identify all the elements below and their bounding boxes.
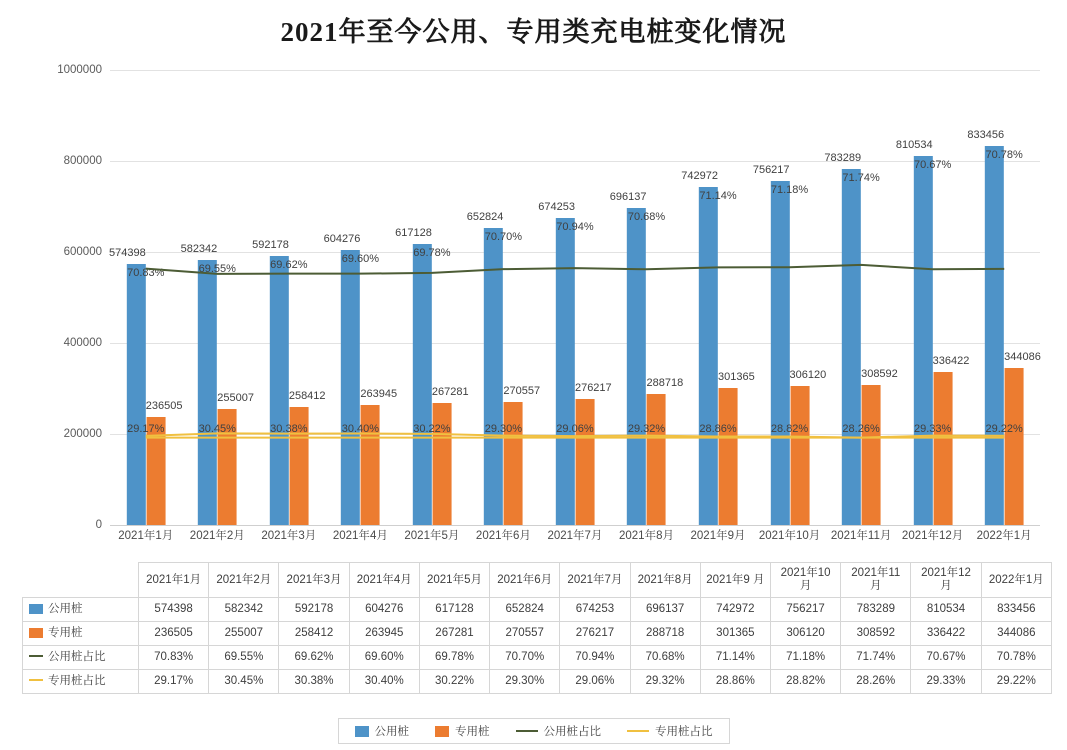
bar-value-label-public: 652824 xyxy=(466,210,504,223)
table-cell: 28.82% xyxy=(770,670,840,694)
series-swatch-icon xyxy=(29,655,43,657)
x-axis-tick-label: 2021年8月 xyxy=(618,530,674,542)
bar-value-label-public: 696137 xyxy=(609,191,647,204)
table-cell: 70.94% xyxy=(560,646,630,670)
x-axis-tick-label: 2021年1月 xyxy=(118,530,174,542)
series-swatch-icon xyxy=(29,628,43,638)
legend-line-icon xyxy=(516,730,538,732)
table-column-header: 2021年9 月 xyxy=(700,563,770,598)
table-cell: 810534 xyxy=(911,598,981,622)
bar-value-label-public: 674253 xyxy=(538,201,575,214)
table-cell: 308592 xyxy=(841,622,911,646)
table-cell: 696137 xyxy=(630,598,700,622)
table-column-header: 2021年1月 xyxy=(139,563,209,598)
legend-item[interactable] xyxy=(355,723,410,739)
table-cell: 69.60% xyxy=(349,646,419,670)
x-axis-tick-label: 2021年10月 xyxy=(758,530,821,542)
line-value-label-public-pct: 70.83% xyxy=(127,266,165,279)
plot-area xyxy=(57,64,1041,531)
line-value-label-public-pct: 70.94% xyxy=(556,221,594,234)
table-cell: 336422 xyxy=(911,622,981,646)
table-cell: 783289 xyxy=(841,598,911,622)
x-axis-tick-label: 2021年12月 xyxy=(901,530,964,542)
bar-value-label-private: 255007 xyxy=(217,391,255,404)
line-value-label-public-pct: 70.70% xyxy=(484,230,523,243)
line-value-label-private-pct: 29.30% xyxy=(484,422,523,435)
series-swatch-icon xyxy=(29,604,43,614)
table-row-header xyxy=(23,622,139,646)
table-column-header: 2021年5月 xyxy=(419,563,489,598)
table-cell: 255007 xyxy=(209,622,279,646)
table-body xyxy=(23,598,1052,694)
table-cell: 652824 xyxy=(490,598,560,622)
table-column-header: 2021年4月 xyxy=(349,563,419,598)
table-column-header: 2021年10 月 xyxy=(770,563,840,598)
table-corner-cell xyxy=(23,563,139,598)
bar-value-label-private: 344086 xyxy=(1004,351,1041,364)
table-cell: 69.62% xyxy=(279,646,349,670)
series-swatch-icon xyxy=(29,679,43,681)
legend-item[interactable] xyxy=(435,723,490,739)
legend-item[interactable] xyxy=(627,723,713,739)
table-row xyxy=(23,646,1052,670)
legend-label: 专用桩 xyxy=(455,726,490,738)
series-name: 公用桩 xyxy=(48,603,83,616)
line-value-label-private-pct: 29.17% xyxy=(127,422,165,435)
table-cell: 29.32% xyxy=(630,670,700,694)
x-axis-tick-label: 2021年5月 xyxy=(404,530,460,542)
line-value-label-public-pct: 71.18% xyxy=(770,183,809,196)
table-cell: 30.40% xyxy=(349,670,419,694)
x-axis-tick-label: 2021年2月 xyxy=(189,530,245,542)
table-cell: 30.38% xyxy=(279,670,349,694)
y-axis-tick-label: 600000 xyxy=(63,246,102,258)
bar-value-label-private: 301365 xyxy=(718,370,755,383)
table-cell: 28.86% xyxy=(700,670,770,694)
table-cell: 263945 xyxy=(349,622,419,646)
bar-value-label-private: 267281 xyxy=(431,386,469,399)
line-value-label-private-pct: 30.22% xyxy=(413,422,451,435)
legend-item[interactable] xyxy=(516,723,602,739)
bar-value-label-public: 742972 xyxy=(681,169,719,182)
legend-box xyxy=(338,718,730,744)
table-cell: 69.55% xyxy=(209,646,279,670)
bar-value-label-private: 306120 xyxy=(789,368,827,381)
table-column-header: 2022年1月 xyxy=(981,563,1051,598)
line-value-label-private-pct: 29.32% xyxy=(627,422,666,435)
legend-line-icon xyxy=(627,730,649,732)
y-axis-tick-label: 0 xyxy=(95,519,102,531)
table-row-header xyxy=(23,598,139,622)
table-cell: 592178 xyxy=(279,598,349,622)
y-axis-tick-label: 400000 xyxy=(63,337,102,349)
table-row xyxy=(23,670,1052,694)
line-value-label-public-pct: 69.55% xyxy=(198,263,236,276)
bar-value-label-private: 276217 xyxy=(574,382,612,395)
table-cell: 29.17% xyxy=(139,670,209,694)
legend-square-icon xyxy=(435,726,449,737)
table-cell: 344086 xyxy=(981,622,1051,646)
x-axis-category-labels xyxy=(110,527,1040,549)
table-cell: 617128 xyxy=(419,598,489,622)
table-cell: 306120 xyxy=(770,622,840,646)
bar-value-label-public: 833456 xyxy=(967,128,1005,141)
table-cell: 258412 xyxy=(279,622,349,646)
line-value-label-public-pct: 70.68% xyxy=(627,211,666,224)
line-value-label-public-pct: 70.67% xyxy=(913,159,952,172)
table-cell: 833456 xyxy=(981,598,1051,622)
line-value-label-private-pct: 29.22% xyxy=(985,422,1023,435)
bar-value-label-private: 336422 xyxy=(932,354,970,367)
x-axis-tick-label: 2022年1月 xyxy=(976,530,1032,542)
legend-label: 公用桩 xyxy=(374,726,409,738)
y-axis-tick-label: 200000 xyxy=(63,428,102,440)
table-column-header: 2021年2月 xyxy=(209,563,279,598)
table-cell: 30.45% xyxy=(209,670,279,694)
bar-value-label-public: 604276 xyxy=(323,233,361,246)
table-cell: 270557 xyxy=(490,622,560,646)
table-row xyxy=(23,598,1052,622)
x-axis-tick-label: 2021年3月 xyxy=(261,530,317,542)
bar-value-label-private: 288718 xyxy=(646,376,684,389)
table-cell: 29.30% xyxy=(490,670,560,694)
line-value-label-public-pct: 69.60% xyxy=(341,253,380,266)
y-axis-tick-label: 1000000 xyxy=(57,64,102,76)
table-row xyxy=(23,622,1052,646)
line-value-label-public-pct: 71.14% xyxy=(699,189,737,202)
trend-lines xyxy=(110,70,1040,525)
bar-value-label-private: 258412 xyxy=(288,390,326,403)
series-name: 专用桩占比 xyxy=(48,675,106,688)
table-cell: 69.78% xyxy=(419,646,489,670)
gridline xyxy=(110,525,1040,526)
table-cell: 29.33% xyxy=(911,670,981,694)
table-cell: 71.18% xyxy=(770,646,840,670)
table-cell: 70.70% xyxy=(490,646,560,670)
line-value-label-public-pct: 70.78% xyxy=(985,148,1023,161)
table-cell: 70.67% xyxy=(911,646,981,670)
legend xyxy=(0,718,1067,744)
x-axis-tick-label: 2021年4月 xyxy=(332,530,388,542)
table-column-header: 2021年11 月 xyxy=(841,563,911,598)
bar-value-label-public: 574398 xyxy=(109,246,146,259)
y-axis-tick-label: 800000 xyxy=(63,155,102,167)
table-row-header xyxy=(23,670,139,694)
table-cell: 70.83% xyxy=(139,646,209,670)
line-value-label-public-pct: 69.62% xyxy=(270,258,308,271)
line-value-label-private-pct: 28.26% xyxy=(842,422,880,435)
legend-label: 专用桩占比 xyxy=(655,726,713,738)
table-cell: 756217 xyxy=(770,598,840,622)
line-value-label-private-pct: 30.40% xyxy=(341,422,380,435)
table-cell: 604276 xyxy=(349,598,419,622)
table-cell: 267281 xyxy=(419,622,489,646)
series-name: 专用桩 xyxy=(48,627,83,640)
table-cell: 29.06% xyxy=(560,670,630,694)
table-header-row xyxy=(23,563,1052,598)
table-cell: 288718 xyxy=(630,622,700,646)
table-column-header: 2021年6月 xyxy=(490,563,560,598)
bar-value-label-private: 308592 xyxy=(861,367,898,380)
table-cell: 30.22% xyxy=(419,670,489,694)
table-cell: 28.26% xyxy=(841,670,911,694)
table-row-header xyxy=(23,646,139,670)
line-value-label-public-pct: 69.78% xyxy=(413,247,451,260)
legend-label: 公用桩占比 xyxy=(543,726,601,738)
table-cell: 71.14% xyxy=(700,646,770,670)
page-title: 2021年至今公用、专用类充电桩变化情况 xyxy=(280,17,787,47)
x-axis-tick-label: 2021年7月 xyxy=(547,530,603,542)
line-value-label-public-pct: 71.74% xyxy=(842,171,880,184)
data-table xyxy=(22,562,1052,694)
bar-value-label-public: 582342 xyxy=(180,243,218,256)
line-value-label-private-pct: 28.82% xyxy=(770,422,809,435)
bar-value-label-public: 810534 xyxy=(895,139,933,152)
x-axis-tick-label: 2021年9月 xyxy=(690,530,746,542)
table-column-header: 2021年8月 xyxy=(630,563,700,598)
bar-value-label-public: 756217 xyxy=(752,163,790,176)
table-cell: 29.22% xyxy=(981,670,1051,694)
table-cell: 70.78% xyxy=(981,646,1051,670)
table-cell: 574398 xyxy=(139,598,209,622)
x-axis-tick-label: 2021年6月 xyxy=(475,530,531,542)
line-value-label-private-pct: 29.06% xyxy=(556,422,594,435)
table-column-header: 2021年3月 xyxy=(279,563,349,598)
series-name: 公用桩占比 xyxy=(48,651,106,664)
line-value-label-private-pct: 29.33% xyxy=(913,422,952,435)
table-column-header: 2021年7月 xyxy=(560,563,630,598)
table-cell: 70.68% xyxy=(630,646,700,670)
table-cell: 276217 xyxy=(560,622,630,646)
bar-value-label-public: 592178 xyxy=(252,238,289,251)
line-value-label-private-pct: 30.38% xyxy=(270,422,308,435)
legend-square-icon xyxy=(355,726,369,737)
x-axis-tick-label: 2021年11月 xyxy=(830,530,892,542)
bar-value-label-public: 783289 xyxy=(824,151,862,164)
bar-value-label-private: 270557 xyxy=(503,384,541,397)
plot-wrapper xyxy=(57,64,1041,531)
bar-value-label-public: 617128 xyxy=(395,227,432,240)
table-cell: 742972 xyxy=(700,598,770,622)
table-cell: 71.74% xyxy=(841,646,911,670)
table-cell: 236505 xyxy=(139,622,209,646)
table-cell: 301365 xyxy=(700,622,770,646)
table-cell: 674253 xyxy=(560,598,630,622)
line-value-label-private-pct: 30.45% xyxy=(198,422,236,435)
table-cell: 582342 xyxy=(209,598,279,622)
bar-value-label-private: 236505 xyxy=(145,400,183,413)
line-value-label-private-pct: 28.86% xyxy=(699,422,737,435)
bar-value-label-private: 263945 xyxy=(360,387,398,400)
table-column-header: 2021年12 月 xyxy=(911,563,981,598)
